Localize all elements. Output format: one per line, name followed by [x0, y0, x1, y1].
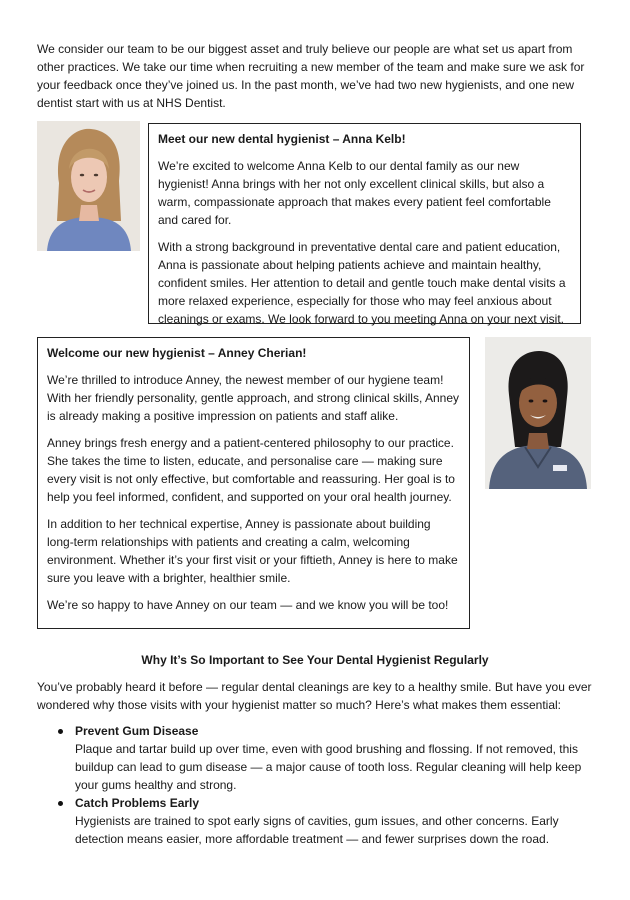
anney-cherian-box [37, 337, 470, 629]
anna-paragraph-2: With a strong background in preventative dental care and patient education, Anna is passionate about helping patients achieve and maintain healthy, confident smiles. Her attention to detail and gentle touch make dental visits a more relaxed experience, especially for those who may feel anxious about cleanings or exams. We look forward to you meeting Anna on your next visit. [158, 240, 566, 326]
hygienist-section-title: Why It’s So Important to See Your Dental Hygienist Regularly [141, 653, 489, 667]
benefit-title: Catch Problems Early [75, 796, 200, 810]
anney-paragraph-2: Anney brings fresh energy and a patient-centered philosophy to our practice. She takes the time to listen, educate, and personalise care — making sure every visit is not only effective, but comfortable and reassuring. Her goal is to help you feel informed, confident, and supported on your oral health journey. [47, 436, 455, 504]
bullet-icon [58, 729, 63, 734]
anna-paragraph-1: We’re excited to welcome Anna Kelb to our dental family as our new hygienist! Anna brings with her not only excellent clinical skills, but also a warm, compassionate approach that makes every patient feel comfortable and cared for. [158, 159, 551, 227]
benefit-body: Hygienists are trained to spot early signs of cavities, gum issues, and other concerns. Early detection means easier, more affordable treatment — and fewer surprises down the road. [75, 814, 559, 846]
anna-kelb-heading: Meet our new dental hygienist – Anna Kelb! [158, 132, 406, 146]
bullet-icon [58, 801, 63, 806]
anney-cherian-heading: Welcome our new hygienist – Anney Cherian! [47, 346, 307, 360]
benefits-list [58, 722, 603, 848]
hygienist-section-intro: You’ve probably heard it before — regular dental cleanings are key to a healthy smile. But have you ever wondered why those visits with your hygienist matter so much? Here’s what makes them essential: [37, 680, 592, 712]
list-item [58, 722, 603, 794]
list-item [58, 794, 603, 848]
anna-kelb-photo [37, 121, 140, 251]
anney-paragraph-1: We’re thrilled to introduce Anney, the newest member of our hygiene team! With her friendly personality, gentle approach, and strong clinical skills, Anney is already making a positive impression on patients and staff alike. [47, 373, 459, 423]
anney-cherian-photo [485, 337, 591, 489]
benefit-title: Prevent Gum Disease [75, 724, 199, 738]
anney-paragraph-4: We’re so happy to have Anney on our team — and we know you will be too! [47, 598, 449, 612]
benefit-body: Plaque and tartar build up over time, even with good brushing and flossing. If not removed, this buildup can lead to gum disease — a major cause of tooth loss. Regular cleaning will help keep your gums healthy and strong. [75, 742, 582, 792]
anna-kelb-box [148, 123, 581, 324]
anney-paragraph-3: In addition to her technical expertise, Anney is passionate about building long-term relationships with patients and creating a calm, welcoming environment. Whether it’s your first visit or your fiftieth, Anney is here to make sure you leave with a brighter, healthier smile. [47, 517, 458, 585]
intro-paragraph: We consider our team to be our biggest asset and truly believe our people are what set us apart from other practices. We take our time when recruiting a new member of the team and make sure we ask for your feedback once they’ve joined us. In the past month, we’ve had two new hygienists, and one new dentist start with us at NHS Dentist. [37, 42, 585, 110]
